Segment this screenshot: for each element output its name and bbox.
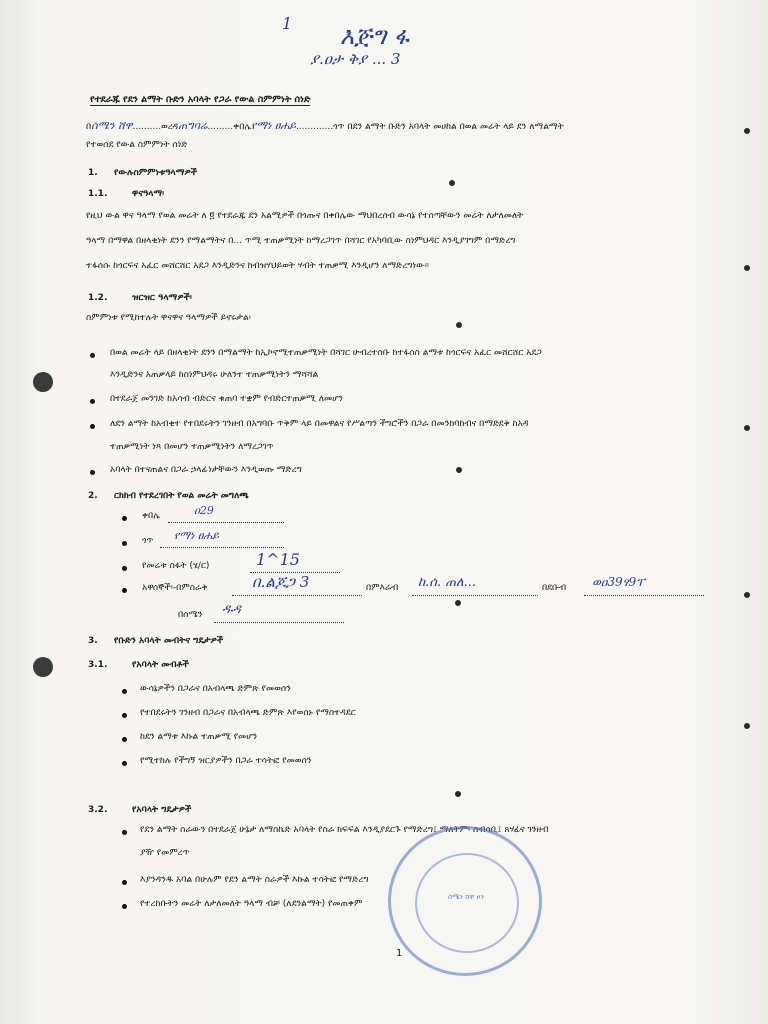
paragraph-line: ዓላማ በማዋል በዘላቂነት ደንን የማልማትና በ... ጥሚ ተጠቃሚነት ከማረጋገጥ በሻገር የአካባቢው ስነምህዳር እንዲያገግም በማድረግ [86, 236, 516, 246]
south-field [584, 575, 704, 596]
west-value: ከ.ሰ. ጠለ... [418, 575, 477, 590]
section-1-1-number: 1.1. [88, 189, 108, 199]
intro-line: በሰሜን ሸዋ..........ወረዳጠግባሬ.........ቀበሌየማነ ፀሐይ.............ጎጥ በደን ልማት ቡድን አባላት መሀከል በወል መሬት ላይ ደን ለማልማት [86, 119, 564, 132]
speck [744, 723, 750, 729]
bullet [122, 541, 127, 546]
official-stamp [388, 826, 542, 976]
bullet [122, 588, 127, 593]
got-field [160, 529, 284, 548]
west-label: በምእራብ [366, 583, 399, 593]
list-item: አባላት በተናጠልና በጋራ ኃላፊነታቸውን እንዲወጡ ማድረግ [110, 465, 302, 475]
north-value: ዱዳ [222, 602, 241, 617]
punch-hole [33, 657, 53, 677]
west-field [412, 575, 538, 596]
right-item: የተበደሩትን ገንዘብ በጋራና በአብላጫ ድምጽ እየወሰኑ የማስተዳደር [140, 708, 356, 718]
bullet [122, 830, 127, 835]
bullet [122, 737, 127, 742]
section-3-1-title: የአባላት መብቶች [132, 660, 189, 670]
stamp-inner-ring [415, 853, 519, 953]
paragraph-line: የዚህ ውል ዋና ዓላማ የወል መሬት ለ ፬ የተደራጁ ደን አልሚዎች በጎጡና በቀበሌው ማህበረሰብ ውሳኔ የተሰጣቸውን መሬት ለታለመለት [86, 211, 524, 221]
duty-item: እያንዳንዱ አባል በሁሉም የደን ልማት ስራዎች እኩል ተሳትፎ የማድረግ [140, 875, 369, 885]
section-3-2-title: የአባላት ግዴታዎች [132, 805, 192, 815]
got-value: የማነ ፀሐይ [174, 529, 219, 542]
zone-fill: ሰሜን ሸዋ [91, 119, 133, 132]
bullet [122, 516, 127, 521]
bullet [122, 566, 127, 571]
area-field [250, 550, 340, 573]
speck [744, 128, 750, 134]
bullet [122, 713, 127, 718]
bullet [122, 689, 127, 694]
speck [449, 180, 455, 186]
right-item: የሚተከሉ የችግኝ ዝርያዎችን በጋራ ተሳትፎ የመወሰን [140, 756, 312, 766]
area-label: የመሬቱ ስፋት (ሄ/ር) [142, 561, 210, 571]
list-item-cont: እንዲድንና አጠቃላይ ከስነምህዳሩ ሁለንተ ተጠቃሚነትን ማሻሻል [110, 370, 319, 380]
section-2-number: 2. [88, 491, 98, 501]
bullet [122, 904, 127, 909]
kebele-label: ቀበሌ [142, 511, 160, 521]
kebele-field [168, 504, 284, 523]
speck [744, 425, 750, 431]
south-label: በደቡብ [542, 583, 567, 593]
list-item: ለደን ልማት ከአብቂተ የተበደሩትን ገንዘብ በአግባቡ ጥቅም ላይ በመዋልና የሥልጣን ችግሮችን በጋራ በመንከባከብና በማድደቅ ከአዳ [110, 419, 529, 429]
east-label: አዋሰኞች፡-በምስራቅ [142, 583, 208, 593]
speck [456, 467, 462, 473]
paragraph-line: ተፋሰሱ ከጎርፍና አፈር መሸርሸር አደጋ እንዲድንና ከብዝሃህይወት ሃብት ተጠቃሚ እንዲሆን ለማድረግነው። [86, 261, 429, 271]
speck [455, 791, 461, 797]
document-title: የተደራጁ የደን ልማት ቡድን አባላት የጋራ የውል ስምምነት ሰነድ [90, 94, 311, 105]
speck [456, 322, 462, 328]
duty-item: የደን ልማት ስራውን በተደራጀ ሁኔታ ለማስኬድ አባላት የስራ ክፍፍል እንዲያደርጉ የማድረግ፤ ማለትም፡ ሰብሳቢ፤ ጸሃፊና ገንዘብ [140, 825, 549, 835]
bullet [90, 353, 95, 358]
east-value: በ.ልጆጋ 3 [252, 573, 310, 591]
section-3-2-number: 3.2. [88, 805, 108, 815]
woreda-fill: ጠግባሬ [178, 119, 208, 132]
handwritten-sub-note: ያ.ዐታ ቅያ ... 3 [310, 50, 401, 68]
section-3-title: የቡድን አባላት መብትና ግዴታዎች [114, 636, 224, 646]
right-item: ከደን ልማቱ እኩል ተጠቃሚ የመሆን [140, 732, 258, 742]
east-field [232, 573, 362, 596]
section-1-2-number: 1.2. [88, 293, 108, 303]
duty-item: የተረከቡትን መሬት ለታለመለት ዓላማ ብቻ (ለደንልማት) የመጠቀም [140, 899, 363, 909]
handwritten-title-note: እጅግ ፋ [340, 22, 410, 50]
area-value: 1^15 [256, 550, 300, 569]
list-item: በወል መሬት ላይ በዘላቂነት ደንን በማልማት ከኢኮኖሚተጠቃሚነት በሻገር ሁብረተሰቡ ከተፋሰስ ልማቱ ከጎርፍና አፈር መሸርሸር አደጋ [110, 348, 542, 358]
kebele-value: ዐ29 [194, 504, 214, 517]
kebele-fill: የማነ ፀሐይ [251, 119, 296, 132]
duty-item-cont: ያዥ የመምረጥ [140, 848, 190, 858]
south-value: ወዐ39ፃ9ፐ [592, 575, 645, 589]
north-label: በሰሜን [178, 610, 203, 620]
speck [455, 600, 461, 606]
speck [744, 265, 750, 271]
section-3-1-number: 3.1. [88, 660, 108, 670]
section-1-2-title: ዝርዝር ዓላማዎች፡ [132, 293, 193, 303]
speck [744, 592, 750, 598]
bullet [90, 399, 95, 404]
bullet [90, 470, 95, 475]
north-field [214, 602, 344, 623]
list-item-cont: ተጠቃሚነት ነጻ በመሆን ተጠቃሚነትን ለማረጋገጥ [110, 442, 274, 452]
bullet [122, 880, 127, 885]
bullet [90, 424, 95, 429]
punch-hole [33, 372, 53, 392]
page-number: 1 [396, 948, 403, 959]
intro-line-2: የተወሰደ የውል ስምምነት ሰነድ [86, 140, 188, 150]
section-1-number: 1. [88, 168, 98, 178]
stamp-text: ሰሜን ሸዋ ዞን [448, 893, 484, 901]
bullet [122, 761, 127, 766]
section-1-1-title: ዋናዓላማ፡ [132, 189, 165, 199]
section-3-number: 3. [88, 636, 98, 646]
got-label: ጎጥ [142, 536, 154, 546]
list-item: በተደራጀ መንገድ ከአሳብ ብድርና ቁጠባ ተቋም የብድርተጠቃሚ ለመሆን [110, 394, 343, 404]
section-1-title: የውሉስምምነቱዓላማዎች [114, 168, 198, 178]
handwritten-mark: 1 [282, 14, 293, 33]
right-item: ውሳኔዎችን በጋራና በአብላጫ ድምጽ የመወሰን [140, 684, 291, 694]
section-1-2-intro: ስምምነቱ የሚከተሉት ዋናዋና ዓላማዎች ይኖሩታል፡ [86, 313, 251, 323]
section-2-title: ርክክብ የተደረገበት የወል መሬት መግለጫ [114, 491, 249, 501]
